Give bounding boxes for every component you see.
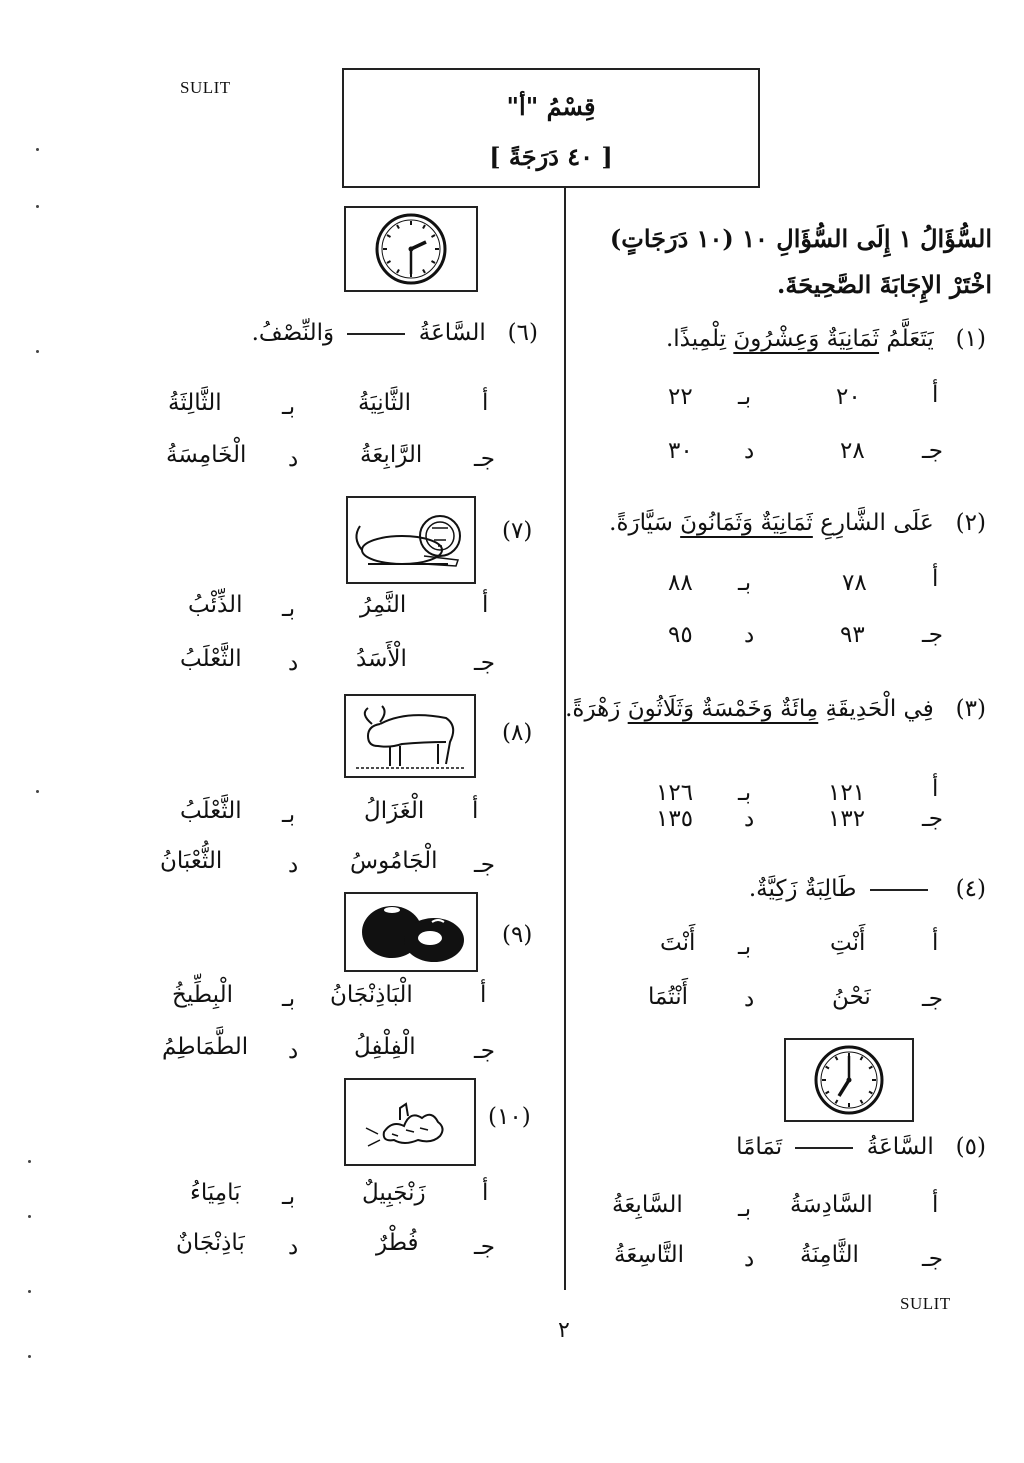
option-letter-b: بـ [738, 780, 752, 806]
option-letter-a: أ [480, 982, 487, 1008]
option-letter-b: بـ [282, 802, 296, 828]
option-letter-b: بـ [738, 570, 752, 596]
option-letter-d: د [744, 1246, 755, 1272]
option-a[interactable]: الْغَزَالُ [364, 798, 425, 824]
underlined-number: ثَمَانِيَةٌ وَثَمَانُونَ [680, 510, 813, 536]
option-a[interactable]: الْبَاذِنْجَانُ [330, 982, 413, 1008]
margin-dot [36, 205, 39, 208]
answer-blank [347, 333, 405, 335]
option-letter-d: د [288, 446, 299, 472]
option-letter-d: د [744, 622, 755, 648]
option-letter-b: بـ [738, 934, 752, 960]
answer-blank [795, 1147, 853, 1149]
option-letter-a: أ [932, 1192, 939, 1218]
option-c[interactable]: الثَّامِنَةُ [800, 1242, 859, 1268]
question-number: (٥) [955, 1134, 986, 1160]
section-marks: [ ٤٠ دَرَجَةً ] [489, 142, 613, 171]
option-a[interactable]: ٧٨ [842, 570, 867, 596]
option-letter-a: أ [482, 390, 489, 416]
option-b[interactable]: ٨٨ [668, 570, 693, 596]
question-number: (٣) [955, 696, 986, 722]
option-c[interactable]: ٢٨ [840, 438, 865, 464]
option-letter-a: أ [932, 382, 939, 408]
column-divider [564, 188, 566, 1290]
option-letter-c: جـ [474, 1234, 495, 1260]
option-c[interactable]: الْفِلْفِلُ [354, 1034, 416, 1060]
ginger-image [344, 1078, 476, 1166]
option-c[interactable]: ١٣٢ [828, 806, 866, 832]
option-d[interactable]: ٩٥ [668, 622, 693, 648]
option-letter-d: د [744, 806, 755, 832]
option-b[interactable]: الذِّئْبُ [188, 592, 243, 618]
option-letter-b: بـ [282, 394, 296, 420]
page-number: ٢ [558, 1318, 570, 1343]
question-10-number: (١٠) [488, 1104, 531, 1130]
ginger-icon [346, 1080, 474, 1164]
option-letter-a: أ [482, 1180, 489, 1206]
option-letter-c: جـ [922, 622, 943, 648]
option-letter-c: جـ [474, 446, 495, 472]
option-c[interactable]: نَحْنُ [832, 984, 871, 1010]
option-b[interactable]: الْبِطِّيخُ [172, 982, 233, 1008]
option-letter-b: بـ [282, 986, 296, 1012]
option-c[interactable]: الرَّابِعَةُ [360, 442, 423, 468]
option-d[interactable]: بَاذِنْجَانٌ [176, 1230, 245, 1256]
lion-image [346, 496, 476, 584]
option-letter-a: أ [932, 776, 939, 802]
question-7-number: (٧) [502, 518, 533, 544]
option-a[interactable]: ١٢١ [828, 780, 866, 806]
margin-dot [36, 350, 39, 353]
option-letter-d: د [288, 1234, 299, 1260]
option-b[interactable]: بَامِيَاءُ [190, 1180, 241, 1206]
option-letter-a: أ [932, 930, 939, 956]
question-3: (٣) فِي الْحَدِيقَةِ مِائَةٌ وَخَمْسَةٌ وَثَلَاثُونَ زَهْرَةً. [565, 696, 986, 722]
section-title: قِسْمُ "أ" [506, 92, 596, 121]
option-d[interactable]: الثُّعْبَانُ [160, 848, 223, 874]
option-a[interactable]: زَنْجَبِيلٌ [362, 1180, 426, 1206]
option-d[interactable]: الثَّعْلَبُ [180, 646, 242, 672]
question-number: (٦) [507, 320, 538, 346]
option-a[interactable]: السَّادِسَةُ [790, 1192, 873, 1218]
question-5: (٥) السَّاعَةُ تَمَامًا [736, 1134, 986, 1160]
option-b[interactable]: الثَّالِثَةُ [168, 390, 222, 416]
option-b[interactable]: ٢٢ [668, 384, 693, 410]
option-letter-b: بـ [282, 1184, 296, 1210]
option-c[interactable]: الْجَامُوسُ [350, 848, 438, 874]
option-letter-c: جـ [922, 986, 943, 1012]
margin-dot [28, 1215, 31, 1218]
option-b[interactable]: الثَّعْلَبُ [180, 798, 242, 824]
option-d[interactable]: أَنْتُمَا [648, 984, 689, 1010]
margin-dot [28, 1355, 31, 1358]
option-letter-c: جـ [474, 650, 495, 676]
margin-dot [28, 1290, 31, 1293]
option-letter-a: أ [482, 592, 489, 618]
lion-icon [348, 498, 474, 582]
clock-half-past-icon [346, 208, 476, 290]
instruction-choose: اخْتَرْ الإِجَابَةَ الصَّحِيحَةَ. [777, 270, 992, 299]
option-b[interactable]: السَّابِعَةُ [612, 1192, 683, 1218]
option-letter-c: جـ [474, 852, 495, 878]
clock-image [784, 1038, 914, 1122]
option-c[interactable]: فُطْرٌ [376, 1230, 419, 1256]
option-letter-c: جـ [922, 438, 943, 464]
option-a[interactable]: أَنْتِ [830, 930, 866, 956]
question-6: (٦) السَّاعَةُ وَالنِّصْفُ. [251, 320, 538, 346]
option-letter-b: بـ [738, 1196, 752, 1222]
question-number: (٢) [955, 510, 986, 536]
sulit-header: SULIT [180, 78, 231, 97]
option-c[interactable]: ٩٣ [840, 622, 865, 648]
margin-dot [36, 790, 39, 793]
option-letter-c: جـ [474, 1038, 495, 1064]
answer-blank [870, 889, 928, 891]
margin-dot [28, 1160, 31, 1163]
option-d[interactable]: التَّاسِعَةُ [614, 1242, 685, 1268]
margin-dot [36, 148, 39, 151]
question-4: (٤) طَالِبَةٌ زَكِيَّةٌ. [748, 876, 986, 902]
sulit-footer: SULIT [900, 1294, 951, 1313]
option-a[interactable]: ٢٠ [836, 384, 861, 410]
question-number: (٤) [955, 876, 986, 902]
option-letter-d: د [744, 986, 755, 1012]
clock-seven-icon [786, 1040, 912, 1120]
question-number: (١) [955, 326, 986, 352]
option-letter-d: د [744, 438, 755, 464]
underlined-number: مِائَةٌ وَخَمْسَةٌ وَثَلَاثُونَ [627, 696, 819, 722]
option-letter-d: د [288, 1038, 299, 1064]
section-title-box [342, 68, 760, 188]
option-d[interactable]: الْخَامِسَةُ [166, 442, 247, 468]
question-1: (١) يَتَعَلَّمُ ثَمَانِيَةٌ وَعِشْرُونَ تِلْمِيذًا. [665, 326, 986, 352]
option-letter-a: أ [472, 798, 479, 824]
buffalo-image [344, 694, 476, 778]
option-letter-d: د [288, 852, 299, 878]
question-8-number: (٨) [502, 720, 533, 746]
option-d[interactable]: الطَّمَاطِمُ [162, 1034, 249, 1060]
option-letter-b: بـ [282, 596, 296, 622]
option-letter-d: د [288, 650, 299, 676]
question-2: (٢) عَلَى الشَّارِعِ ثَمَانِيَةٌ وَثَمَانُونَ سَيَّارَةً. [609, 510, 986, 536]
option-b[interactable]: ١٢٦ [656, 780, 694, 806]
tomato-icon [346, 894, 476, 970]
option-letter-b: بـ [738, 384, 752, 410]
option-b[interactable]: أَنْتَ [660, 930, 696, 956]
question-9-number: (٩) [502, 922, 533, 948]
option-letter-c: جـ [922, 1246, 943, 1272]
option-letter-c: جـ [922, 806, 943, 832]
instruction-range: السُّؤَالُ ١ إِلَى السُّؤَالِ ١٠ (١٠ دَرَجَاتٍ) [609, 224, 992, 253]
option-a[interactable]: الثَّانِيَةُ [358, 390, 412, 416]
option-d[interactable]: ٣٠ [668, 438, 693, 464]
option-d[interactable]: ١٣٥ [656, 806, 694, 832]
clock-image [344, 206, 478, 292]
tomato-image [344, 892, 478, 972]
buffalo-icon [346, 696, 474, 776]
option-letter-a: أ [932, 566, 939, 592]
option-c[interactable]: الْأَسَدُ [356, 646, 407, 672]
option-a[interactable]: النَّمِرُ [360, 592, 407, 618]
underlined-number: ثَمَانِيَةٌ وَعِشْرُونَ [733, 326, 880, 352]
